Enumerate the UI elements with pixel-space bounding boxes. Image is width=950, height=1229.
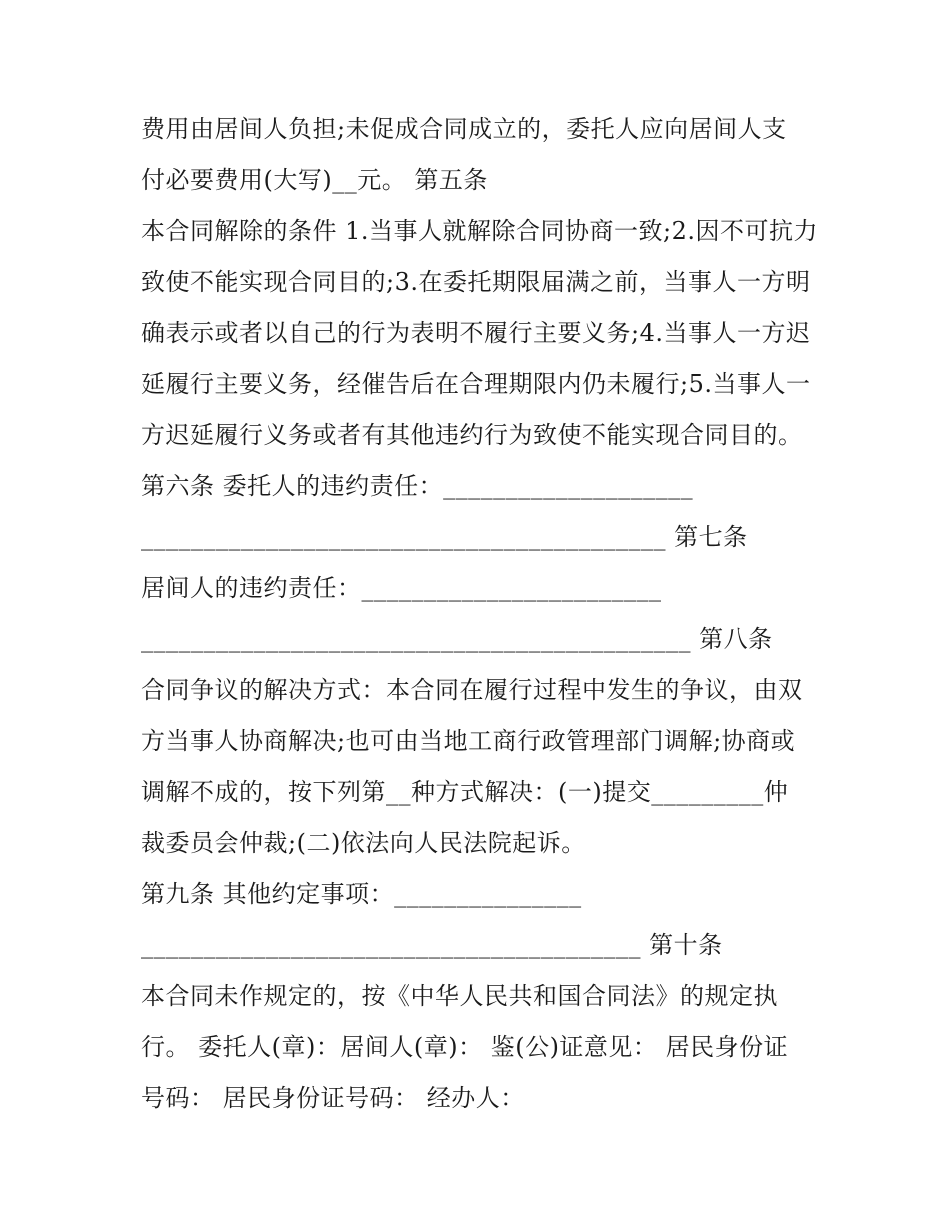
text-line: 调解不成的，按下列第__种方式解决：(一)提交_________仲: [141, 778, 789, 806]
text-line: 本合同未作规定的，按《中华人民共和国合同法》的规定执: [141, 982, 778, 1010]
text-line: 合同争议的解决方式：本合同在履行过程中发生的争议，由双: [141, 676, 803, 704]
text-line: 致使不能实现合同目的;3.在委托期限届满之前，当事人一方明: [141, 268, 811, 296]
text-line: 号码： 居民身份证号码： 经办人：: [141, 1084, 525, 1112]
text-line: 确表示或者以自己的行为表明不履行主要义务;4.当事人一方迟: [141, 319, 811, 347]
text-line: 方迟延履行义务或者有其他违约行为致使不能实现合同目的。: [141, 421, 803, 449]
text-line: __________________________________________ 第七条: [141, 523, 748, 551]
text-line: ____________________________________________ 第八条: [141, 625, 773, 653]
text-line: 居间人的违约责任：________________________: [141, 574, 662, 602]
text-line: ________________________________________ 第十条: [141, 931, 723, 959]
text-line: 付必要费用(大写)__元。 第五条: [141, 166, 488, 194]
text-line: 第六条 委托人的违约责任：____________________: [141, 472, 694, 500]
text-line: 本合同解除的条件 1.当事人就解除合同协商一致;2.因不可抗力: [141, 217, 819, 245]
text-line: 费用由居间人负担;未促成合同成立的，委托人应向居间人支: [141, 115, 787, 143]
text-line: 裁委员会仲裁;(二)依法向人民法院起诉。: [141, 829, 586, 857]
text-line: 第九条 其他约定事项：_______________: [141, 880, 582, 908]
text-line: 行。 委托人(章)：居间人(章)： 鉴(公)证意见： 居民身份证: [141, 1033, 789, 1061]
text-line: 延履行主要义务，经催告后在合理期限内仍未履行;5.当事人一: [141, 370, 811, 398]
text-line: 方当事人协商解决;也可由当地工商行政管理部门调解;协商或: [141, 727, 796, 755]
